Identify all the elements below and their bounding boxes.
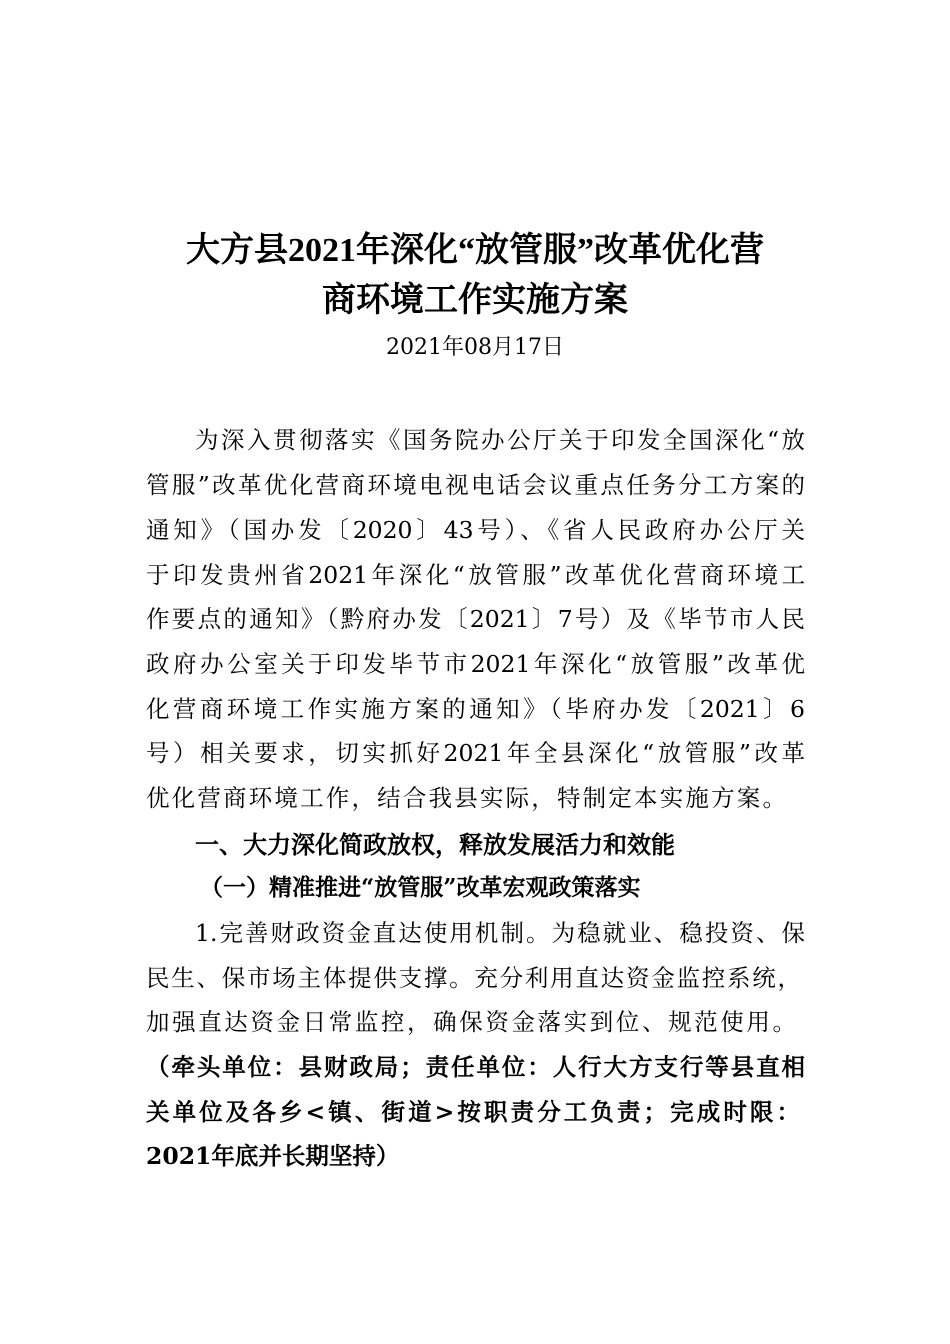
responsibility-note-line: 关单位及各乡<镇、街道>按职责分工负责；完成时限： [146,1098,800,1126]
paragraph-line: 1.完善财政资金直达使用机制。为稳就业、稳投资、保 [195,919,805,947]
paragraph-line: 于印发贵州省2021年深化“放管服”改革优化营商环境工 [146,561,805,589]
paragraph-line: 优化营商环境工作，结合我县实际，特制定本实施方案。 [146,784,786,812]
paragraph-line: 加强直达资金日常监控，确保资金落实到位、规范使用。 [146,1008,796,1036]
section-heading: 一、大力深化简政放权，释放发展活力和效能 [195,831,675,859]
paragraph-line: 管服”改革优化营商环境电视电话会议重点任务分工方案的 [146,471,805,499]
document-date: 2021年08月17日 [386,335,564,360]
paragraph-line: 民生、保市场主体提供支撑。充分利用直达资金监控系统， [146,964,801,992]
paragraph-line: 为深入贯彻落实《国务院办公厅关于印发全国深化“放 [195,426,805,454]
document-title-line-1: 大方县2021年深化“放管服”改革优化营 [186,232,764,269]
document-title-line-2: 商环境工作实施方案 [322,282,628,319]
responsibility-note-line: 2021年底并长期坚持） [146,1142,400,1170]
paragraph-line: 作要点的通知》（黔府办发〔2021〕7号）及《毕节市人民 [146,605,805,633]
paragraph-line: 号）相关要求，切实抓好2021年全县深化“放管服”改革 [146,739,805,767]
paragraph-line: 政府办公室关于印发毕节市2021年深化“放管服”改革优 [146,650,805,678]
paragraph-line: 化营商环境工作实施方案的通知》（毕府办发〔2021〕6 [146,695,805,723]
subsection-heading: （一）精准推进“放管服”改革宏观政策落实 [200,874,641,901]
responsibility-note-line: （牵头单位：县财政局；责任单位：人行大方支行等县直相 [146,1053,805,1081]
paragraph-line: 通知》（国办发〔2020〕43号）、《省人民政府办公厅关 [146,516,805,544]
